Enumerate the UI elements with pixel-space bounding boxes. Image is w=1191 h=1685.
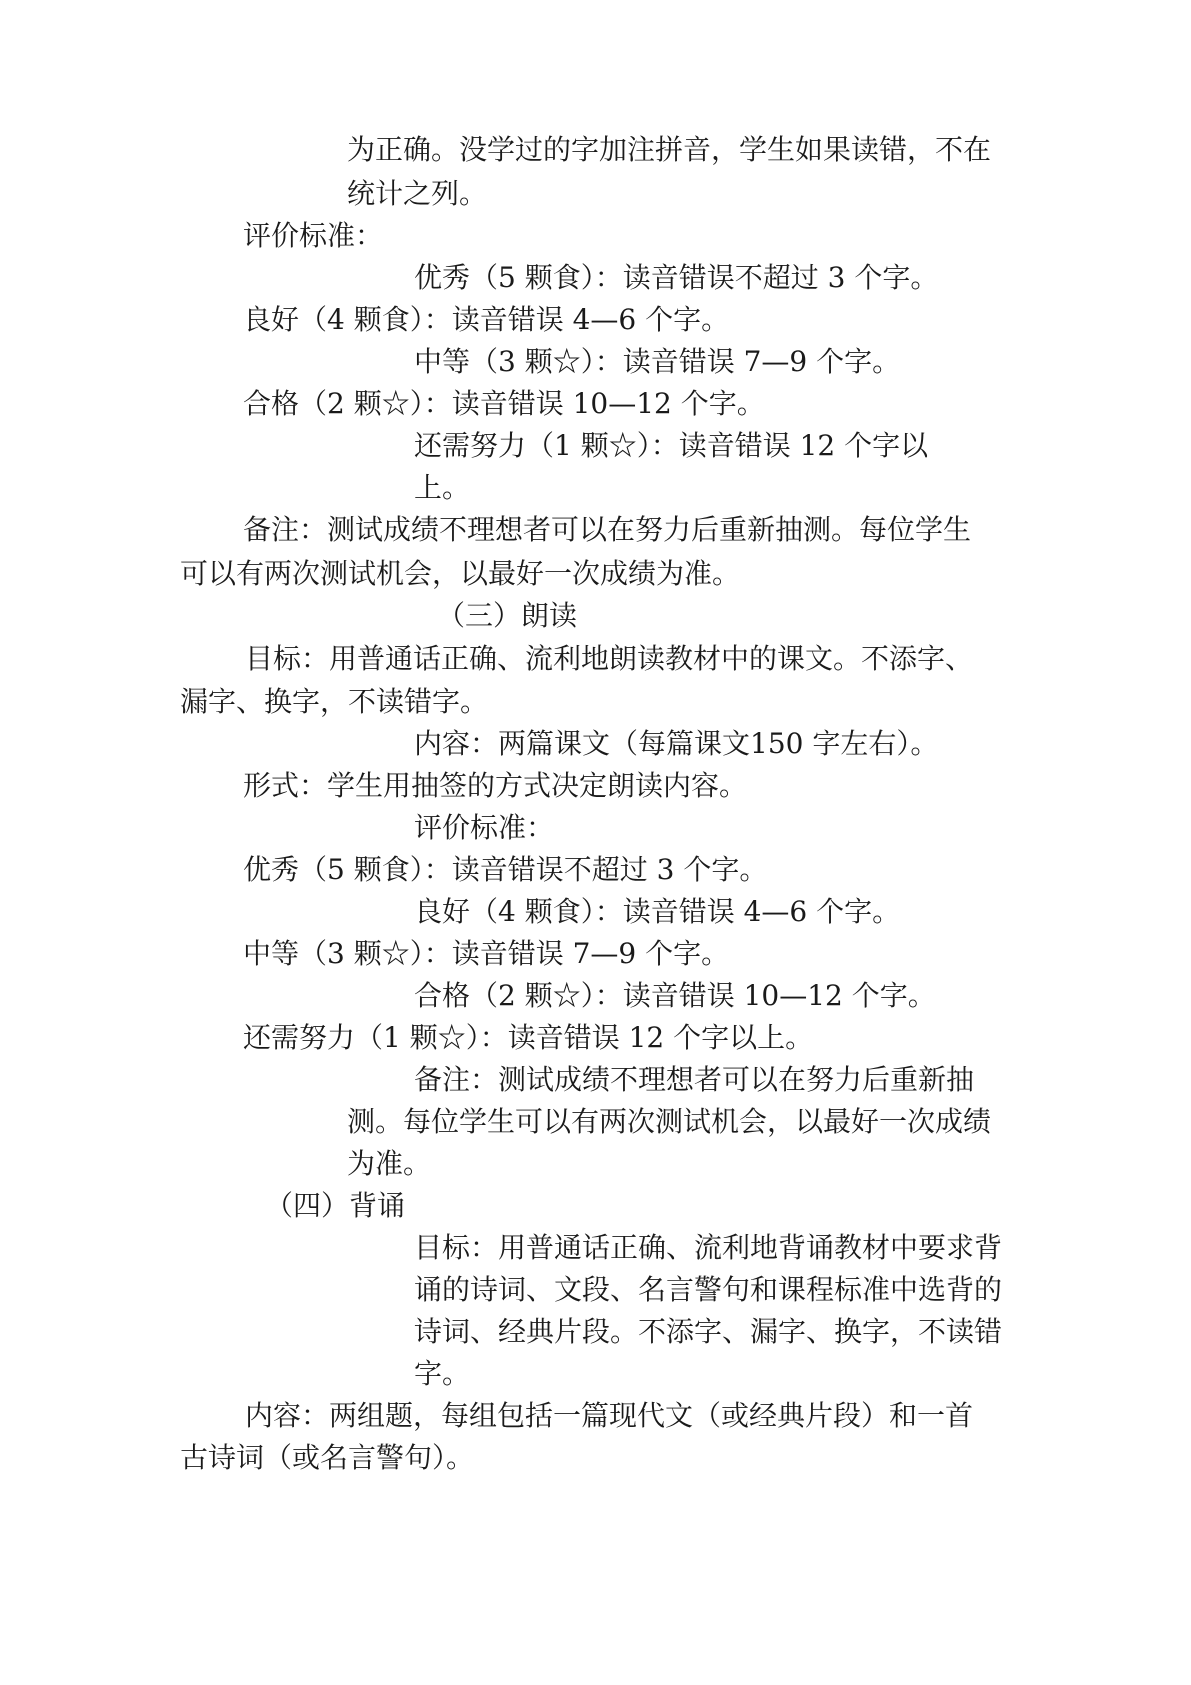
text-line: 备注：测试成绩不理想者可以在努力后重新抽测。每位学生	[243, 513, 972, 546]
text-line: 合格（2 颗☆）：读音错误 10—12 个字。	[414, 979, 936, 1012]
section-heading: （四）背诵	[265, 1189, 406, 1222]
text-line: 还需努力（1 颗☆）：读音错误 12 个字以上。	[243, 1021, 814, 1054]
text-line: 内容：两篇课文（每篇课文150 字左右）。	[414, 727, 939, 760]
text-line: 内容：两组题，每组包括一篇现代文（或经典片段）和一首	[245, 1399, 974, 1432]
text-line: 良好（4 颗食）：读音错误 4—6 个字。	[243, 303, 730, 336]
text-line: 统计之列。	[347, 177, 488, 210]
section-heading: （三）朗读	[437, 599, 578, 632]
text-line: 评价标准：	[414, 811, 555, 844]
text-line: 古诗词（或名言警句）。	[180, 1441, 475, 1474]
text-line: 优秀（5 颗食）：读音错误不超过 3 个字。	[414, 261, 939, 294]
text-line: 备注：测试成绩不理想者可以在努力后重新抽	[414, 1063, 975, 1096]
text-line: 漏字、换字，不读错字。	[180, 685, 489, 718]
text-line: 诵的诗词、文段、名言警句和课程标准中选背的	[414, 1273, 1003, 1306]
text-line: 为正确。没学过的字加注拼音，学生如果读错，不在	[347, 133, 992, 166]
text-line: 优秀（5 颗食）：读音错误不超过 3 个字。	[243, 853, 768, 886]
text-line: 目标：用普通话正确、流利地朗读教材中的课文。不添字、	[245, 642, 974, 675]
text-line: 测。每位学生可以有两次测试机会，以最好一次成绩	[347, 1105, 992, 1138]
text-line: 诗词、经典片段。不添字、漏字、换字，不读错	[414, 1315, 1003, 1348]
text-line: 中等（3 颗☆）：读音错误 7—9 个字。	[243, 937, 730, 970]
text-line: 中等（3 颗☆）：读音错误 7—9 个字。	[414, 345, 901, 378]
text-line: 上。	[414, 471, 471, 504]
text-line: 可以有两次测试机会，以最好一次成绩为准。	[180, 557, 741, 590]
text-line: 为准。	[347, 1147, 432, 1180]
text-line: 字。	[414, 1357, 471, 1390]
text-line: 合格（2 颗☆）：读音错误 10—12 个字。	[243, 387, 765, 420]
text-line: 形式：学生用抽签的方式决定朗读内容。	[243, 769, 748, 802]
text-line: 目标：用普通话正确、流利地背诵教材中要求背	[414, 1231, 1003, 1264]
text-line: 良好（4 颗食）：读音错误 4—6 个字。	[414, 895, 901, 928]
text-line: 还需努力（1 颗☆）：读音错误 12 个字以	[414, 429, 929, 462]
text-line: 评价标准：	[243, 219, 384, 252]
